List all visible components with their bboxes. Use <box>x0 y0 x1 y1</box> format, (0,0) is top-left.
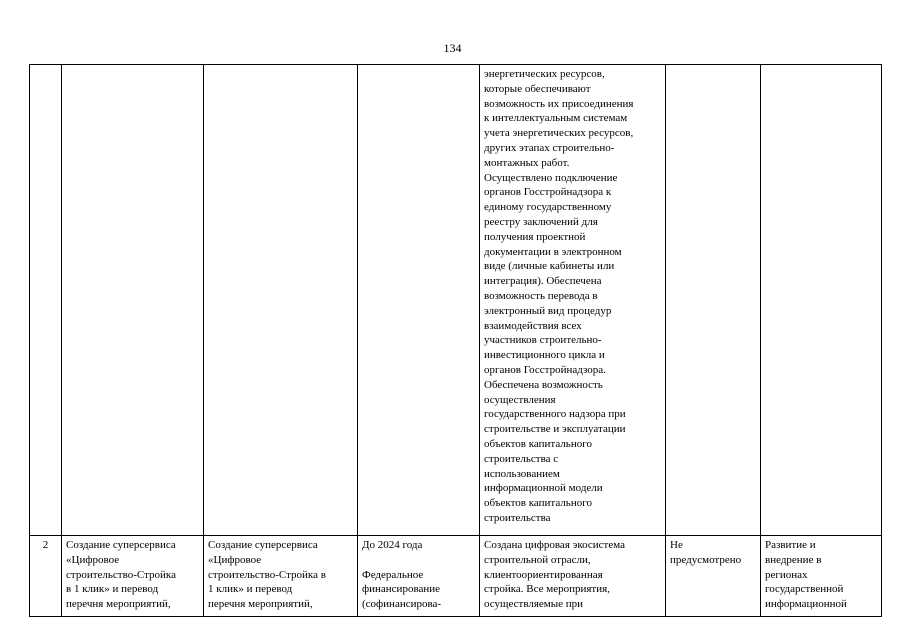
page-number: 134 <box>443 41 462 55</box>
measure-content-cell: Создание суперсервиса «Цифровое строительство-Стройка в 1 клик» и перевод перечня мероприятий, <box>204 536 358 617</box>
legal-act-cell: Не предусмотрено <box>666 536 761 617</box>
result-description-cell: Создана цифровая экосистема строительной отрасли, клиентоориентированная стройка. Все мероприятия, осуществляемые при <box>480 536 666 617</box>
result-description-cell: энергетических ресурсов, которые обеспечивают возможность их присоединения к интеллектуальным системам учета энергетических ресурсов, других этапах строительно- монтажных работ. Осуществлено подключение органов Госстройнадзора к единому государственному реестру заключений для получения проектной документации в электронном виде (личные кабинеты или интеграция). Обеспечена возможность перевода в электронный вид процедур взаимодействия всех участников строительно- инвестиционного цикла и органов Госстройнадзора. Обеспечена возможность осуществления государственного надзора при строительстве и эксплуатации объектов капитального строительства с использованием информационной модели объектов капитального строительства <box>480 65 666 536</box>
table-cell <box>358 65 480 536</box>
table-row <box>30 536 882 617</box>
table-cell <box>62 65 204 536</box>
measure-name-cell: Создание суперсервиса «Цифровое строительство-Стройка в 1 клик» и перевод перечня мероприятий, <box>62 536 204 617</box>
row-number-cell <box>30 65 62 536</box>
document-table <box>29 64 882 617</box>
row-number-cell: 2 <box>30 536 62 617</box>
table-cell <box>761 65 882 536</box>
table-row <box>30 65 882 536</box>
table-cell <box>204 65 358 536</box>
regional-measure-cell: Развитие и внедрение в регионах государственной информационной <box>761 536 882 617</box>
deadline-funding-cell: До 2024 года Федеральное финансирование (софинансирова- <box>358 536 480 617</box>
table-cell <box>666 65 761 536</box>
